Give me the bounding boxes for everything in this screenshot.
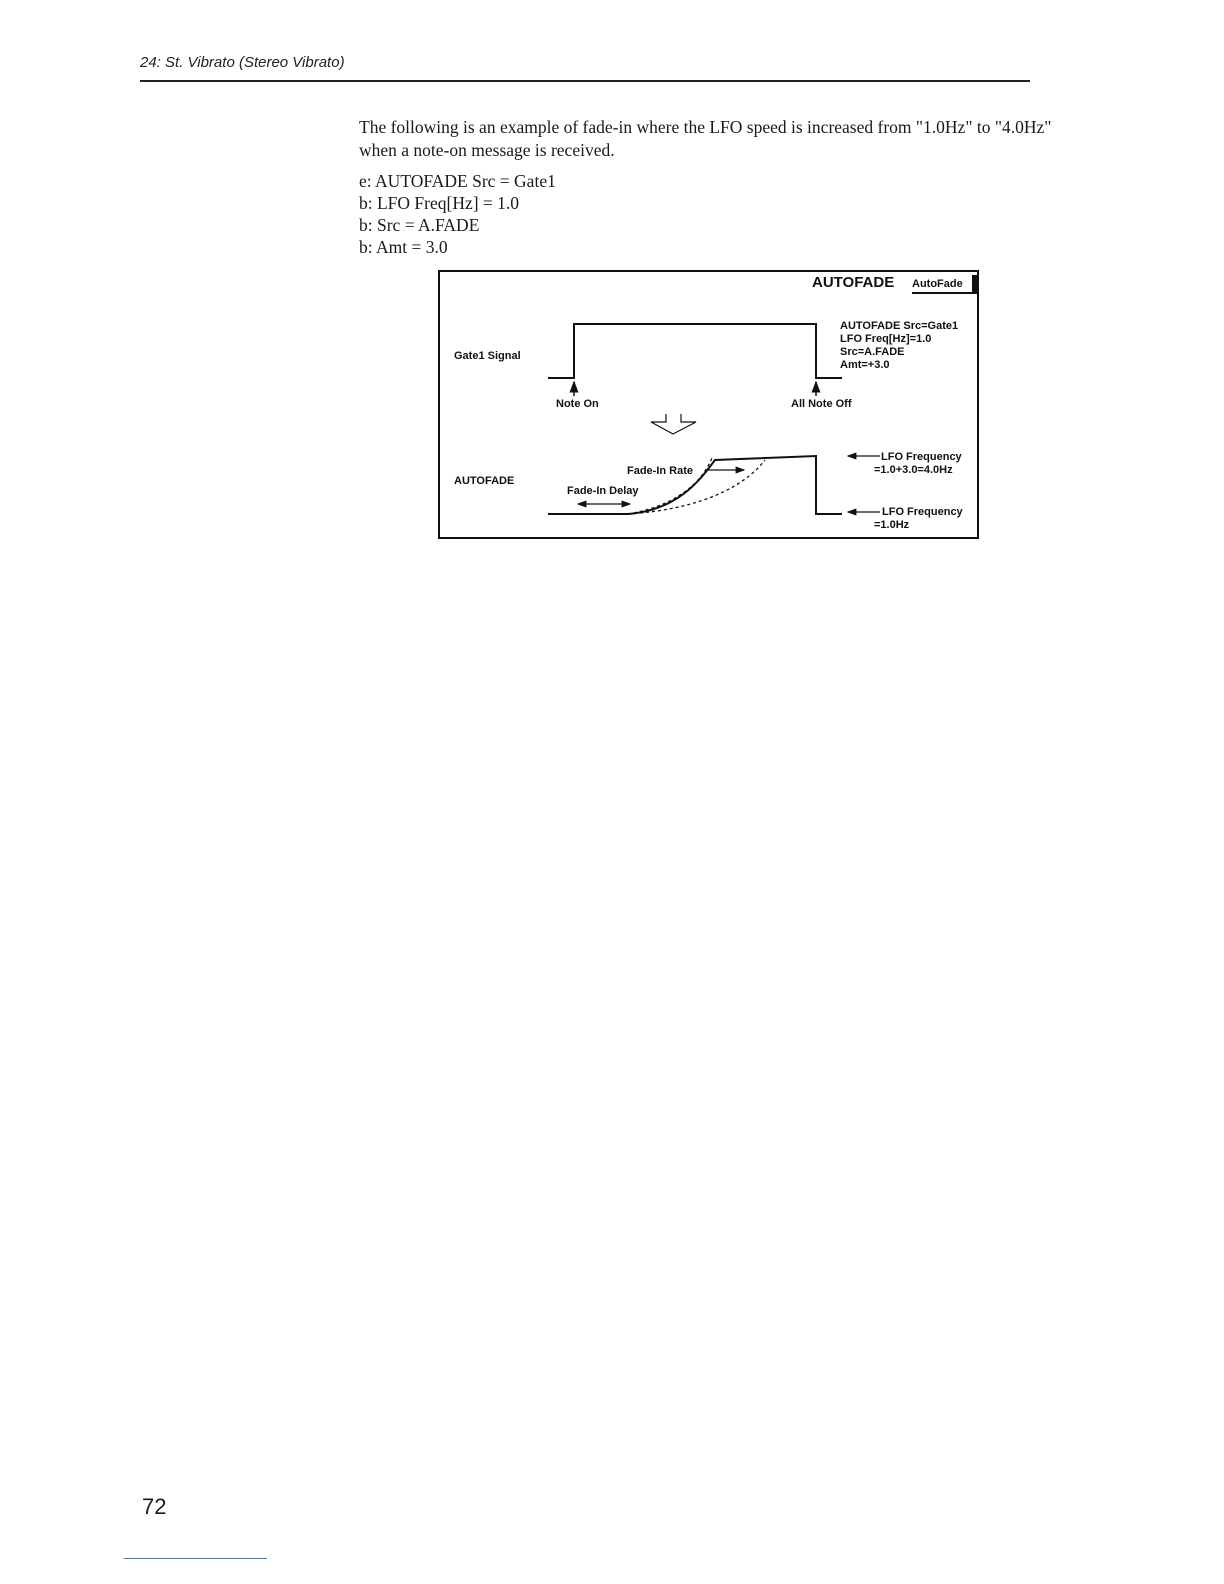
diagram-param-line: AUTOFADE Src=Gate1	[840, 320, 959, 332]
lfo-high-line2: =1.0+3.0=4.0Hz	[874, 464, 953, 476]
header-rule	[140, 80, 1030, 82]
running-header: 24: St. Vibrato (Stereo Vibrato)	[140, 54, 345, 71]
autofade-row-label: AUTOFADE	[454, 475, 515, 487]
footer-rule	[124, 1558, 267, 1559]
fade-in-rate-label: Fade-In Rate	[627, 465, 694, 477]
diagram-title: AUTOFADE	[812, 274, 895, 291]
note-on-label: Note On	[556, 398, 599, 410]
down-arrow-icon	[651, 414, 696, 434]
autofade-tab: AutoFade	[912, 278, 972, 294]
page-number: 72	[142, 1494, 167, 1519]
parameter-line: b: LFO Freq[Hz] = 1.0	[359, 193, 520, 213]
lfo-low-line1: LFO Frequency	[882, 506, 963, 518]
diagram-param-line: Amt=+3.0	[840, 359, 890, 371]
all-note-off-label: All Note Off	[791, 398, 852, 410]
intro-paragraph: The following is an example of fade-in where the LFO speed is increased from "1.0Hz" to "4.0Hz" when a note-on message is received.	[359, 117, 1052, 160]
diagram-graphics	[440, 272, 977, 537]
gate-signal-label: Gate1 Signal	[454, 350, 521, 362]
lfo-low-line2: =1.0Hz	[874, 519, 910, 531]
parameter-line: b: Src = A.FADE	[359, 215, 480, 235]
diagram-param-block	[840, 320, 958, 372]
fade-in-delay-label: Fade-In Delay	[567, 485, 639, 497]
diagram-param-line: LFO Freq[Hz]=1.0	[840, 333, 932, 345]
tab-cursor	[972, 275, 977, 294]
autofade-diagram	[438, 270, 979, 539]
parameter-list	[359, 170, 556, 258]
lfo-high-line1: LFO Frequency	[881, 451, 962, 463]
diagram-param-line: Src=A.FADE	[840, 346, 905, 358]
gate-signal-waveform	[548, 324, 842, 378]
parameter-line: e: AUTOFADE Src = Gate1	[359, 171, 556, 191]
parameter-line: b: Amt = 3.0	[359, 237, 448, 257]
